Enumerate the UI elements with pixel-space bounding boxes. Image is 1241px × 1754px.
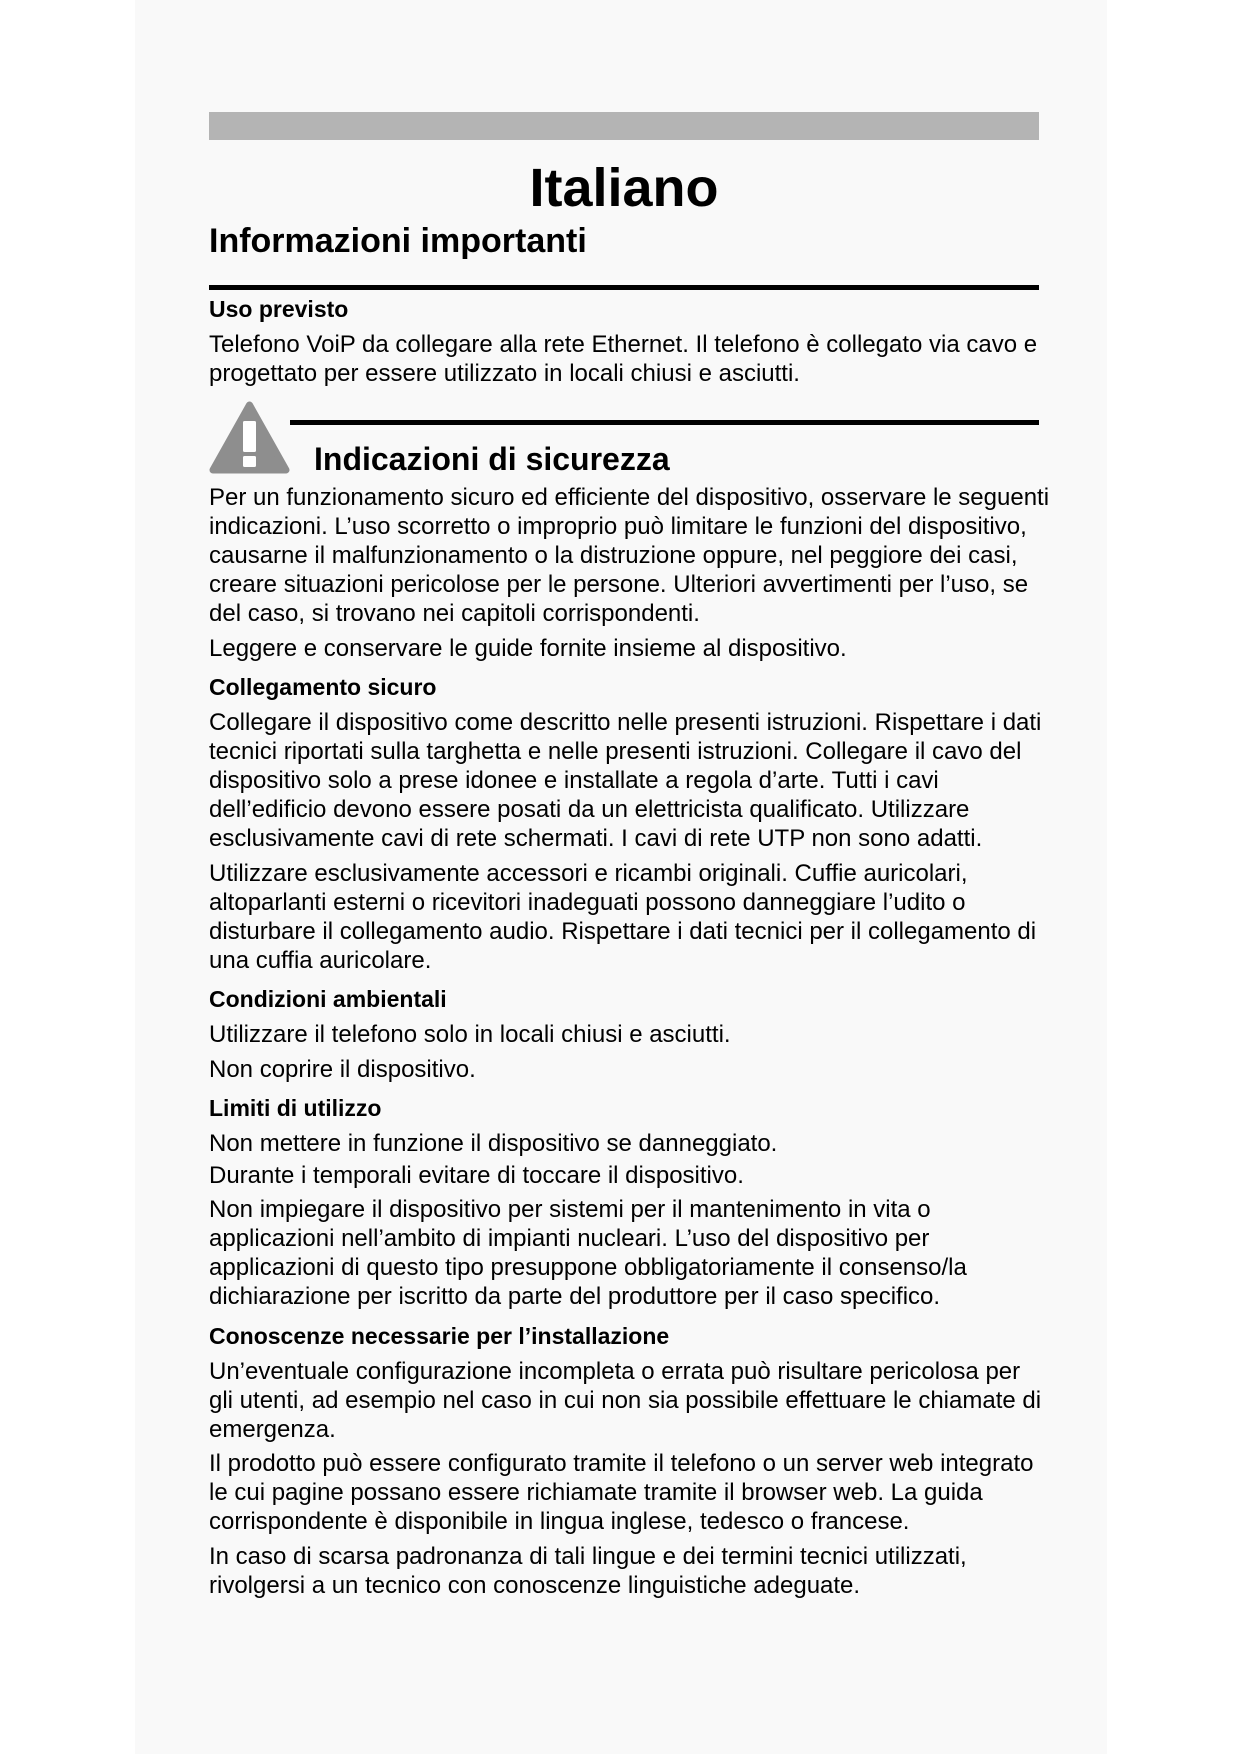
safety-section [209,483,1089,1605]
installation-knowledge-heading: Conoscenze necessarie per l’installazione [209,1322,670,1349]
usage-limits-paragraph: Non mettere in funzione il dispositivo se danneggiato. [209,1130,778,1157]
safe-connection-heading: Collegamento sicuro [209,674,437,700]
usage-limits-heading: Limiti di utilizzo [209,1095,382,1121]
environment-heading: Condizioni ambientali [209,986,447,1012]
usage-limits-paragraph: Non impiegare il dispositivo per sistemi per il mantenimento in vita o applicazioni nell’ambito di impianti nucleari. L’uso del dispositivo per applicazioni di questo tipo presuppone obbligatoriamente il consenso/la dichiarazione per iscritto da parte del produttore per il caso specifico. [209,1196,967,1310]
environment-paragraph: Utilizzare il telefono solo in locali chiusi e asciutti. [209,1021,731,1048]
safety-intro-paragraph: Leggere e conservare le guide fornite insieme al dispositivo. [209,634,847,662]
page-title: Informazioni importanti [209,222,587,260]
safe-connection-paragraph: Collegare il dispositivo come descritto nelle presenti istruzioni. Rispettare i dati tecnici riportati sulla targhetta e nelle presenti istruzioni. Collegare il cavo del dispositivo solo a prese idonee e installate a regola d’arte. Tutti i cavi dell’edificio devono essere posati da un elettricista qualificato. Utilizzare esclusivamente cavi di rete schermati. I cavi di rete UTP non sono adatti. [209,709,1042,852]
header-bar [209,112,1039,140]
intended-use-heading: Uso previsto [209,296,349,322]
safety-intro-paragraph: Per un funzionamento sicuro ed efficiente del dispositivo, osservare le seguenti indicazioni. L’uso scorretto o improprio può limitare le funzioni del dispositivo, causarne il malfunzionamento o la distruzione oppure, nel peggiore dei casi, creare situazioni pericolose per le persone. Ulteriori avvertimenti per l’uso, se del caso, si trovano nei capitoli corrispondenti. [209,484,1050,627]
environment-paragraph: Non coprire il dispositivo. [209,1055,476,1083]
warning-icon [209,401,290,474]
installation-knowledge-paragraph: Un’eventuale configurazione incompleta o errata può risultare pericolosa per gli utenti, ad esempio nel caso in cui non sia possibile effettuare le chiamate di emergenza. [209,1357,1042,1443]
safe-connection-paragraph: Utilizzare esclusivamente accessori e ricambi originali. Cuffie auricolari, altoparlanti esterni o ricevitori inadeguati possono danneggiare l’udito o disturbare il collegamento audio. Rispettare i dati tecnici per il collegamento di una cuffia auricolare. [209,859,1037,974]
intended-use-section [209,295,1089,394]
intended-use-text: Telefono VoiP da collegare alla rete Ethernet. Il telefono è collegato via cavo e progettato per essere utilizzato in locali chiusi e asciutti. [209,331,1038,387]
safety-divider [290,420,1039,425]
installation-knowledge-paragraph: In caso di scarsa padronanza di tali lingue e dei termini tecnici utilizzati, rivolgersi a un tecnico con conoscenze linguistiche adeguate. [209,1542,967,1599]
title-divider [209,285,1039,290]
safety-heading: Indicazioni di sicurezza [314,441,670,477]
usage-limits-paragraph: Durante i temporali evitare di toccare il dispositivo. [209,1161,744,1189]
language-title: Italiano [529,158,719,218]
installation-knowledge-paragraph: Il prodotto può essere configurato tramite il telefono o un server web integrato le cui pagine possano essere richiamate tramite il browser web. La guida corrispondente è disponibile in lingua inglese, tedesco o francese. [209,1450,1034,1535]
